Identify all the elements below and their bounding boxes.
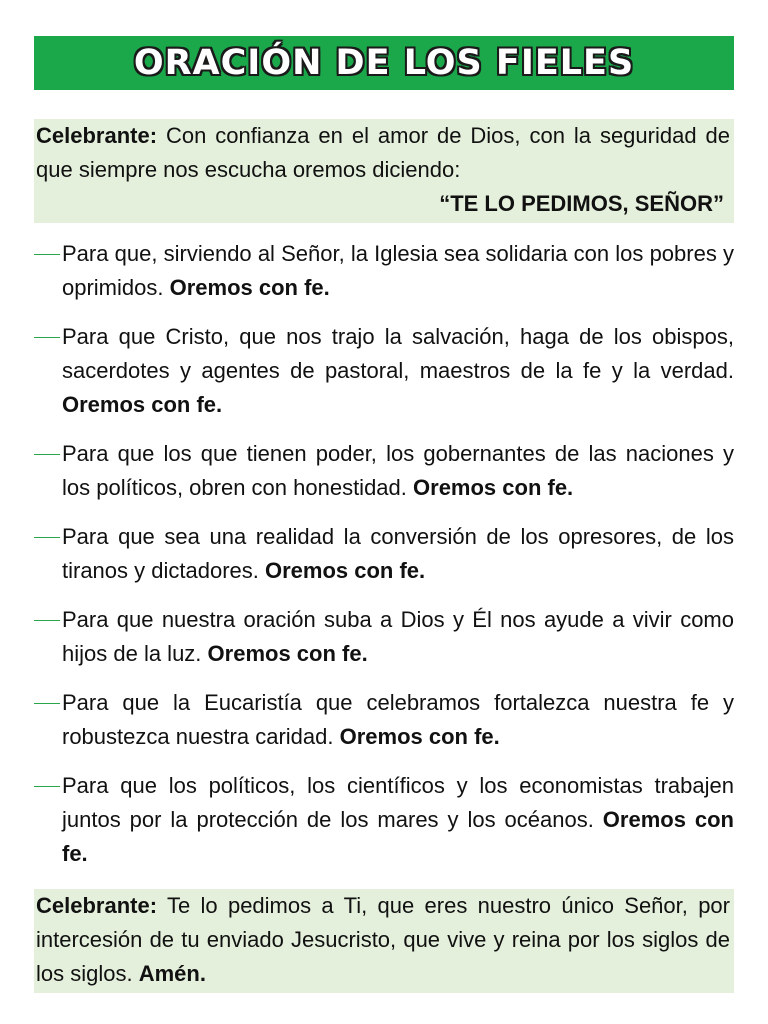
petition-text: Para que sea una realidad la conversión de los opresores, de los tiranos y dictadores. [62,524,734,583]
petition-text: Para que, sirviendo al Señor, la Iglesia sea solidaria con los pobres y oprimidos. [62,241,734,300]
intro-paragraph [36,119,730,187]
dash-icon [34,620,60,621]
petition-item [34,237,734,305]
petition-closing: Oremos con fe. [339,724,500,749]
conclusion-speaker: Celebrante: [36,893,158,918]
dash-icon [34,537,60,538]
dash-icon [34,786,60,787]
petition-item [34,520,734,588]
dash-icon [34,337,60,338]
petition-closing: Oremos con fe. [62,392,223,417]
intro-speaker: Celebrante: [36,123,158,148]
petition-text: Para que Cristo, que nos trajo la salvación, haga de los obispos, sacerdotes y agentes de pastoral, maestros de la fe y la verdad. [62,324,734,383]
celebrant-conclusion [34,889,734,993]
petition-closing: Oremos con fe. [207,641,368,666]
petition-closing: Oremos con fe. [264,558,426,583]
page-title: ORACIÓN DE LOS FIELES [133,43,635,83]
petition-list [34,237,734,871]
petition-text: Para que nuestra oración suba a Dios y Él nos ayude a vivir como hijos de la luz. [62,607,734,666]
petition-closing: Oremos con fe. [413,475,574,500]
dash-icon [34,454,60,455]
document-page [34,36,734,993]
conclusion-closing: Amén. [138,961,206,986]
petition-closing: Oremos con fe. [62,807,734,866]
petition-item [34,686,734,754]
petition-text: Para que los políticos, los científicos y los economistas trabajen juntos por la protección de los mares y los océanos. [62,773,734,832]
petition-item [34,320,734,422]
petition-text: Para que los que tienen poder, los gobernantes de las naciones y los políticos, obren con honestidad. [62,441,734,500]
dash-icon [34,703,60,704]
title-banner [34,36,734,90]
petition-item [34,437,734,505]
celebrant-intro [34,119,734,223]
dash-icon [34,254,60,255]
conclusion-text: Te lo pedimos a Ti, que eres nuestro único Señor, por intercesión de tu enviado Jesucristo, que vive y reina por los siglos de los siglos. [36,893,730,986]
petition-text: Para que la Eucaristía que celebramos fortalezca nuestra fe y robustezca nuestra caridad. [62,690,734,749]
petition-closing: Oremos con fe. [169,275,330,300]
intro-response: “TE LO PEDIMOS, SEÑOR” [439,191,724,216]
petition-item [34,769,734,871]
intro-text: Con confianza en el amor de Dios, con la seguridad de que siempre nos escucha oremos diciendo: [36,123,730,182]
petition-item [34,603,734,671]
